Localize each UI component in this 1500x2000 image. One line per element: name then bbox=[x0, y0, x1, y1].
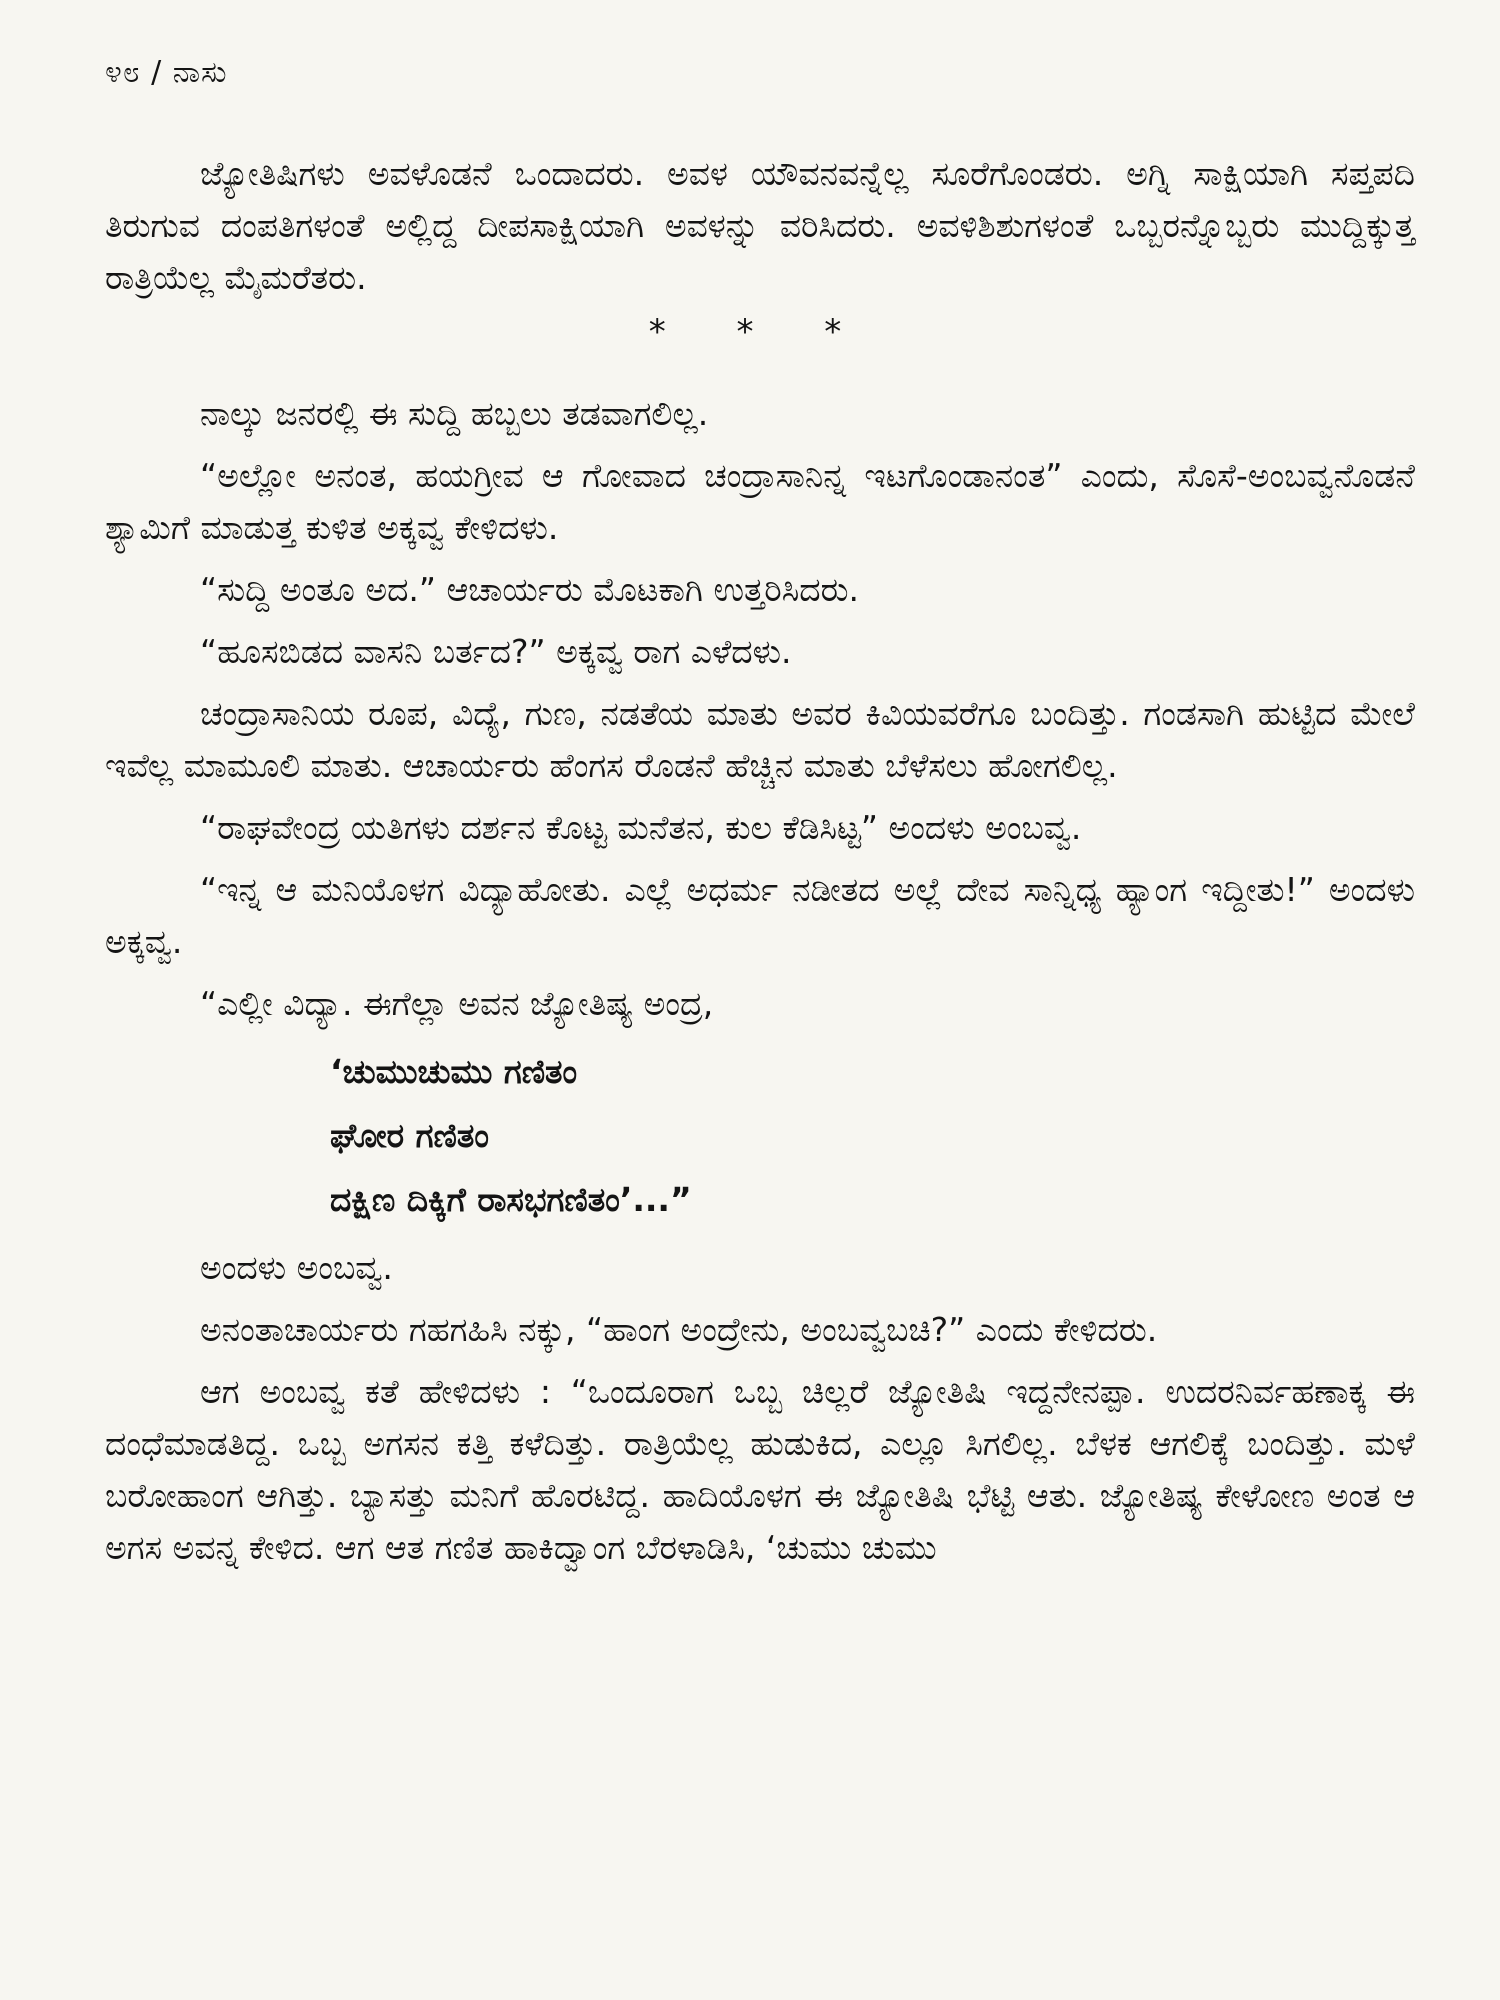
paragraph: ಅಂದಳು ಅಂಬವ್ವ. bbox=[200, 1248, 393, 1287]
section-separator: * * * bbox=[648, 312, 872, 352]
paragraph: ಅನಂತಾಚಾರ್ಯರು ಗಹಗಹಿಸಿ ನಕ್ಕು, “ಹಾಂಗ ಅಂದ್ರೇನು, ಅಂಬವ್ವಬಚಿ?” ಎಂದು ಕೇಳಿದರು. bbox=[200, 1310, 1158, 1349]
paragraph: “ಅಲ್ಲೋ ಅನಂತ, ಹಯಗ್ರೀವ ಆ ಗೋವಾದ ಚಂದ್ರಾಸಾನಿನ್ನ ಇಟಗೊಂಡಾನಂತ” ಎಂದು, ಸೊಸೆ-ಅಂಬವ್ವನೊಡನೆ ಶ್ಯಾಮಿಗೆ ಮಾಡುತ್ತ ಕುಳಿತ ಅಕ್ಕವ್ವ ಕೇಳಿದಳು. bbox=[105, 456, 1415, 547]
paragraph: “ರಾಘವೇಂದ್ರ ಯತಿಗಳು ದರ್ಶನ ಕೊಟ್ಟ ಮನೆತನ, ಕುಲ ಕೆಡಿಸಿಟ್ಟ” ಅಂದಳು ಅಂಬವ್ವ. bbox=[200, 808, 1082, 847]
verse-line: ‘ಚುಮುಚುಮು ಗಣಿತಂ bbox=[330, 1052, 578, 1091]
verse-line: ದಕ್ಷಿಣ ದಿಕ್ಕಿಗೆ ರಾಸಭಗಣಿತಂ’...” bbox=[330, 1180, 692, 1219]
body-text bbox=[105, 148, 1415, 1584]
running-head: ೪೮ / ನಾಸು bbox=[105, 55, 228, 90]
paragraph: ನಾಲ್ಕು ಜನರಲ್ಲಿ ಈ ಸುದ್ದಿ ಹಬ್ಬಲು ತಡವಾಗಲಿಲ್ಲ. bbox=[200, 394, 709, 433]
verse-block bbox=[105, 1040, 1415, 1232]
paragraph: “ಸುದ್ದಿ ಅಂತೂ ಅದ.” ಆಚಾರ್ಯರು ಮೊಟಕಾಗಿ ಉತ್ತರಿಸಿದರು. bbox=[200, 570, 860, 609]
verse-line: ಘೋರ ಗಣಿತಂ bbox=[330, 1116, 489, 1155]
paragraph: ಜ್ಯೋತಿಷಿಗಳು ಅವಳೊಡನೆ ಒಂದಾದರು. ಅವಳ ಯೌವನವನ್ನೆಲ್ಲ ಸೂರೆಗೊಂಡರು. ಅಗ್ನಿ ಸಾಕ್ಷಿಯಾಗಿ ಸಪ್ತಪದಿ ತಿರುಗುವ ದಂಪತಿಗಳಂತೆ ಅಲ್ಲಿದ್ದ ದೀಪಸಾಕ್ಷಿಯಾಗಿ ಅವಳನ್ನು ವರಿಸಿದರು. ಅವಳಿಶಿಶುಗಳಂತೆ ಒಬ್ಬರನ್ನೊಬ್ಬರು ಮುದ್ದಿಕ್ಕುತ್ತ ರಾತ್ರಿಯೆಲ್ಲ ಮೈಮರೆತರು. bbox=[105, 154, 1415, 297]
paragraph: “ಇನ್ನ ಆ ಮನಿಯೊಳಗ ವಿದ್ಯಾಹೋತು. ಎಲ್ಲೆ ಅಧರ್ಮ ನಡೀತದ ಅಲ್ಲೆ ದೇವ ಸಾನ್ನಿಧ್ಯ ಹ್ಯಾಂಗ ಇದ್ದೀತು!” ಅಂದಳು ಅಕ್ಕವ್ವ. bbox=[105, 870, 1415, 961]
paragraph: ಆಗ ಅಂಬವ್ವ ಕತೆ ಹೇಳಿದಳು : “ಒಂದೂರಾಗ ಒಬ್ಬ ಚಿಲ್ಲರೆ ಜ್ಯೋತಿಷಿ ಇದ್ದನೇನಪ್ಪಾ. ಉದರನಿರ್ವಹಣಾಕ್ಕ ಈ ದಂಧೆಮಾಡತಿದ್ದ. ಒಬ್ಬ ಅಗಸನ ಕತ್ತಿ ಕಳೆದಿತ್ತು. ರಾತ್ರಿಯೆಲ್ಲ ಹುಡುಕಿದ, ಎಲ್ಲೂ ಸಿಗಲಿಲ್ಲ. ಬೆಳಕ ಆಗಲಿಕ್ಕೆ ಬಂದಿತ್ತು. ಮಳೆ ಬರೋಹಾಂಗ ಆಗಿತ್ತು. ಬ್ಯಾಸತ್ತು ಮನಿಗೆ ಹೊರಟಿದ್ದ. ಹಾದಿಯೊಳಗ ಈ ಜ್ಯೋತಿಷಿ ಭೆಟ್ಟಿ ಆತು. ಜ್ಯೋತಿಷ್ಯ ಕೇಳೋಣ ಅಂತ ಆ ಅಗಸ ಅವನ್ನ ಕೇಳಿದ. ಆಗ ಆತ ಗಣಿತ ಹಾಕಿದ್ವಾಂಗ ಬೆರಳಾಡಿಸಿ, ‘ಚುಮು ಚುಮು bbox=[105, 1372, 1415, 1567]
paragraph: “ಎಲ್ಲೀ ವಿದ್ಯಾ. ಈಗೆಲ್ಲಾ ಅವನ ಜ್ಯೋತಿಷ್ಯ ಅಂದ್ರ, bbox=[200, 984, 714, 1023]
paragraph: “ಹೂಸಬಿಡದ ವಾಸನಿ ಬರ್ತದ?” ಅಕ್ಕವ್ವ ರಾಗ ಎಳೆದಳು. bbox=[200, 632, 792, 671]
paragraph: ಚಂದ್ರಾಸಾನಿಯ ರೂಪ, ವಿದ್ಯೆ, ಗುಣ, ನಡತೆಯ ಮಾತು ಅವರ ಕಿವಿಯವರೆಗೂ ಬಂದಿತ್ತು. ಗಂಡಸಾಗಿ ಹುಟ್ಟಿದ ಮೇಲೆ ಇವೆಲ್ಲ ಮಾಮೂಲಿ ಮಾತು. ಆಚಾರ್ಯರು ಹೆಂಗಸ ರೊಡನೆ ಹೆಚ್ಚಿನ ಮಾತು ಬೆಳೆಸಲು ಹೋಗಲಿಲ್ಲ. bbox=[105, 694, 1415, 785]
